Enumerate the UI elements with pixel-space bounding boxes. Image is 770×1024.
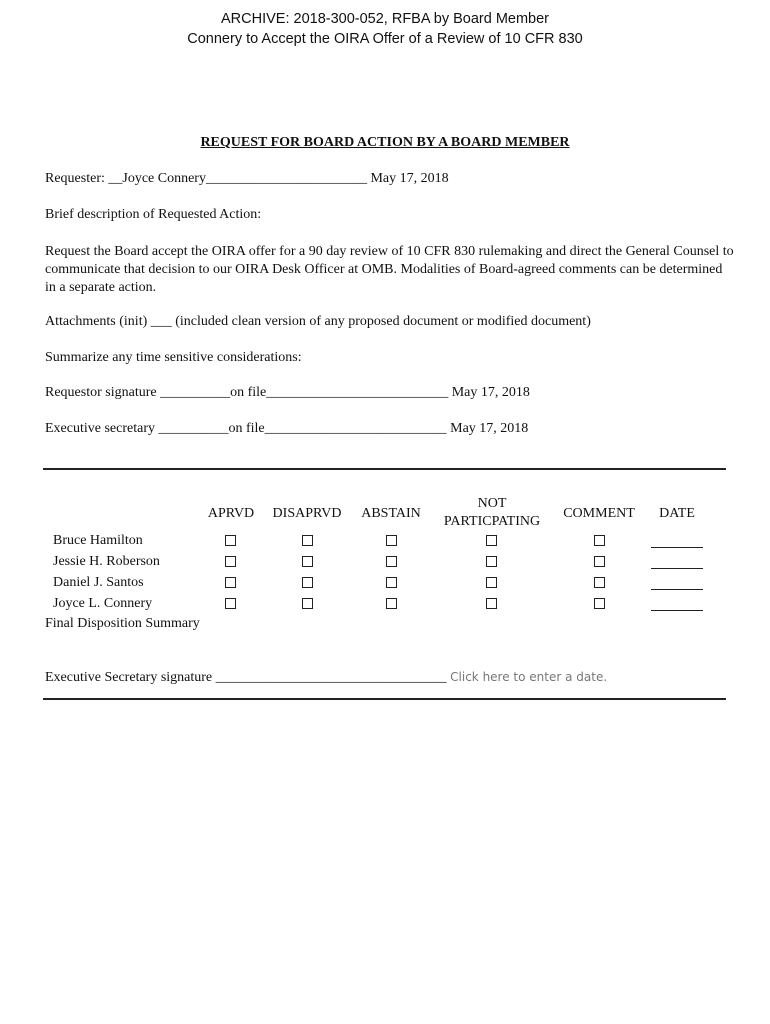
form-title: REQUEST FOR BOARD ACTION BY A BOARD MEMBER [200,135,570,150]
requester-blank: _______________________ [205,171,367,186]
attachments-line: Attachments (init) ___ (included clean version of any proposed document or modified document) [45,314,591,329]
col-header-aprvd: APRVD [207,506,255,521]
checkbox-roberson-comment[interactable] [594,556,605,567]
checkbox-connery-comment[interactable] [594,598,605,609]
executive-secretary-line: Executive secretary __________on file__________________________ May 17, 2018 [45,421,529,436]
checkbox-santos-abstain[interactable] [386,577,397,588]
checkbox-connery-aprvd[interactable] [225,598,236,609]
col-header-abstain: ABSTAIN [361,506,421,521]
checkbox-santos-comment[interactable] [594,577,605,588]
requester-line [45,171,449,187]
col-header-not-line: NOT [477,496,507,511]
checkbox-hamilton-abstain[interactable] [386,535,397,546]
executive-secretary-signature-label: Executive Secretary signature _________________________________ [45,670,447,685]
requested-action-description[interactable]: Request the Board accept the OIRA offer for a 90 day review of 10 CFR 830 rulemaking and direct the General Counsel to communicate that decision to our OIRA Desk Officer at OMB. Modalities of Board-agreed comments can be determined in a separate action. [45,244,734,295]
col-header-disaprvd: DISAPRVD [272,506,342,521]
checkbox-connery-disaprvd[interactable] [302,598,313,609]
time-sensitive-label: Summarize any time sensitive considerations: [45,350,302,365]
checkbox-hamilton-not-participating[interactable] [486,535,497,546]
table-top-rule [43,468,726,470]
archive-header [0,9,770,49]
date-blank-hamilton[interactable] [651,547,703,548]
member-name-row-2: Jessie H. Roberson [53,554,160,569]
date-blank-connery[interactable] [651,610,703,611]
requester-name[interactable]: Joyce Connery [122,171,206,186]
checkbox-hamilton-comment[interactable] [594,535,605,546]
requestor-signature-line: Requestor signature __________on file__________________________ May 17, 2018 [45,385,530,400]
date-blank-roberson[interactable] [651,568,703,569]
member-name-row-1: Bruce Hamilton [53,533,143,548]
member-name-row-4: Joyce L. Connery [53,596,153,611]
checkbox-santos-disaprvd[interactable] [302,577,313,588]
col-header-date: DATE [659,506,695,521]
checkbox-santos-aprvd[interactable] [225,577,236,588]
checkbox-roberson-disaprvd[interactable] [302,556,313,567]
archive-header-line-1: ARCHIVE: 2018-300-052, RFBA by Board Member [220,11,549,27]
col-header-comment: COMMENT [563,506,635,521]
checkbox-hamilton-disaprvd[interactable] [302,535,313,546]
checkbox-roberson-aprvd[interactable] [225,556,236,567]
final-disposition-summary-label: Final Disposition Summary [45,616,200,631]
request-date[interactable]: May 17, 2018 [370,171,449,186]
checkbox-hamilton-aprvd[interactable] [225,535,236,546]
checkbox-santos-not-participating[interactable] [486,577,497,588]
table-bottom-rule [43,698,726,700]
requester-label: Requester: __ [45,171,123,186]
date-picker-placeholder[interactable]: Click here to enter a date. [450,670,608,684]
checkbox-connery-abstain[interactable] [386,598,397,609]
brief-description-label: Brief description of Requested Action: [45,207,262,222]
archive-header-line-2: Connery to Accept the OIRA Offer of a Review of 10 CFR 830 [187,31,583,47]
checkbox-roberson-not-participating[interactable] [486,556,497,567]
date-blank-santos[interactable] [651,589,703,590]
executive-secretary-signature-line [45,670,607,686]
member-name-row-3: Daniel J. Santos [53,575,144,590]
col-header-participating-line: PARTICPATING [443,514,541,529]
checkbox-roberson-abstain[interactable] [386,556,397,567]
col-header-not-participating [432,495,552,531]
checkbox-connery-not-participating[interactable] [486,598,497,609]
